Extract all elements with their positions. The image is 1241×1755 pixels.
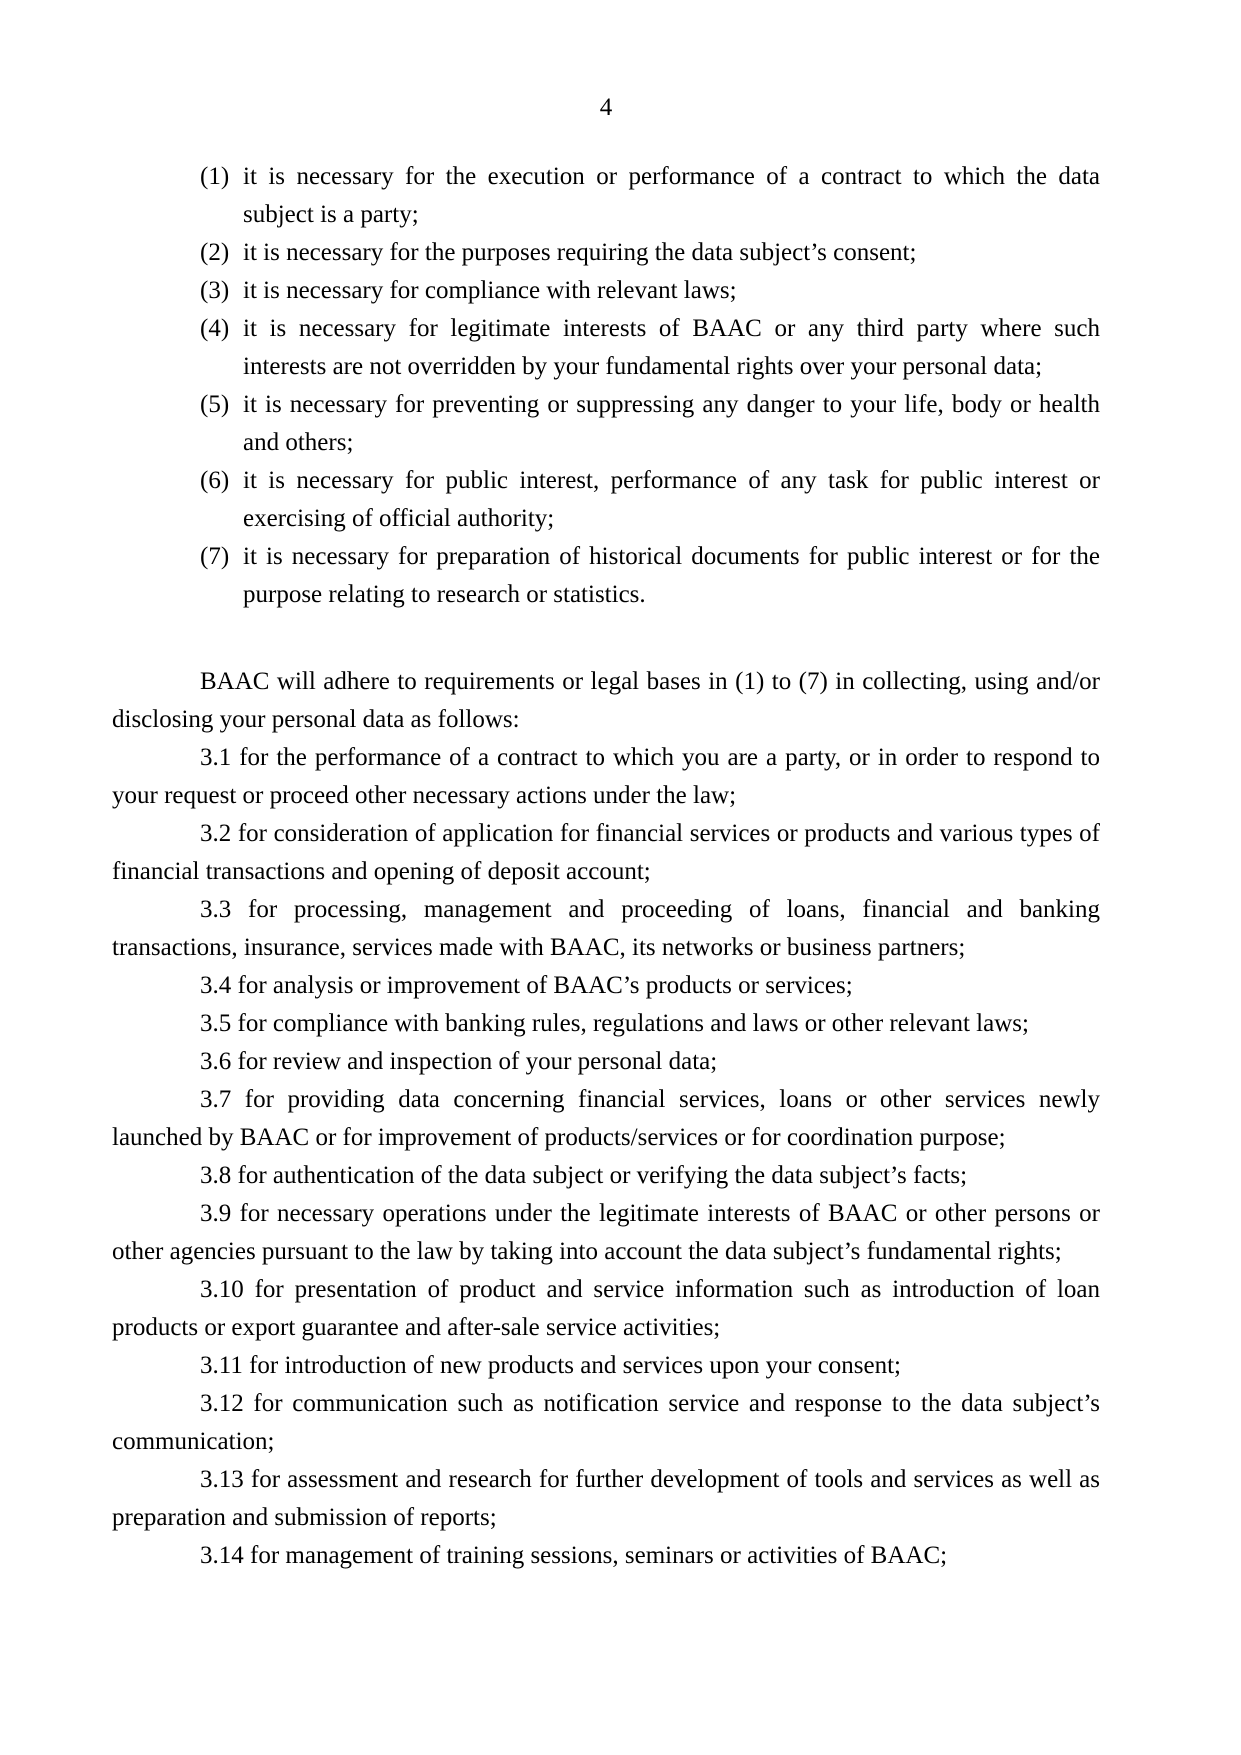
paragraph-3-7: 3.7 for providing data concerning financial services, loans or other services newly launched by BAAC or for improvement of products/services or for coordination purpose;	[112, 1086, 1100, 1151]
legal-basis-item-text: it is necessary for the execution or performance of a contract to which the data subject is a party;	[243, 163, 1100, 228]
paragraph-3-13: 3.13 for assessment and research for further development of tools and services as well as preparation and submission of reports;	[112, 1466, 1100, 1531]
legal-basis-item	[200, 310, 1100, 386]
paragraph-3-6: 3.6 for review and inspection of your personal data;	[200, 1048, 718, 1075]
legal-basis-item-text: it is necessary for public interest, performance of any task for public interest or exercising of official authority;	[243, 467, 1100, 532]
paragraph-intro: BAAC will adhere to requirements or legal bases in (1) to (7) in collecting, using and/or disclosing your personal data as follows:	[112, 668, 1100, 733]
legal-basis-item-number: (4)	[200, 315, 230, 342]
legal-basis-item-text: it is necessary for the purposes requiring the data subject’s consent;	[243, 239, 917, 266]
paragraph-3-10: 3.10 for presentation of product and service information such as introduction of loan products or export guarantee and after-sale service activities;	[112, 1276, 1100, 1341]
legal-basis-item-text: it is necessary for compliance with relevant laws;	[243, 277, 737, 304]
legal-basis-item-number: (3)	[200, 277, 230, 304]
legal-basis-item	[200, 538, 1100, 614]
legal-basis-item-number: (1)	[200, 163, 230, 190]
paragraph-3-8: 3.8 for authentication of the data subject or verifying the data subject’s facts;	[200, 1162, 968, 1189]
page-number: 4	[599, 94, 613, 121]
legal-basis-item-number: (2)	[200, 239, 230, 266]
legal-basis-item-number: (6)	[200, 467, 230, 494]
page-content	[112, 0, 1100, 1575]
legal-basis-item	[200, 386, 1100, 462]
paragraph-3-14: 3.14 for management of training sessions, seminars or activities of BAAC;	[200, 1542, 948, 1569]
legal-basis-item-number: (5)	[200, 391, 230, 418]
paragraph-3-11: 3.11 for introduction of new products and services upon your consent;	[200, 1352, 902, 1379]
legal-basis-list	[112, 158, 1100, 614]
legal-basis-item-number: (7)	[200, 543, 230, 570]
legal-basis-item-text: it is necessary for preparation of historical documents for public interest or for the purpose relating to research or statistics.	[243, 543, 1100, 608]
paragraph-3-9: 3.9 for necessary operations under the legitimate interests of BAAC or other persons or other agencies pursuant to the law by taking into account the data subject’s fundamental rights;	[112, 1200, 1100, 1265]
paragraph-3-5: 3.5 for compliance with banking rules, regulations and laws or other relevant laws;	[200, 1010, 1029, 1037]
legal-basis-item	[200, 462, 1100, 538]
paragraph-3-12: 3.12 for communication such as notification service and response to the data subject’s communication;	[112, 1390, 1100, 1455]
legal-basis-item-text: it is necessary for legitimate interests of BAAC or any third party where such interests are not overridden by your fundamental rights over your personal data;	[243, 315, 1100, 380]
legal-basis-item-text: it is necessary for preventing or suppressing any danger to your life, body or health and others;	[243, 391, 1100, 456]
paragraph-3-1: 3.1 for the performance of a contract to which you are a party, or in order to respond to your request or proceed other necessary actions under the law;	[112, 744, 1100, 809]
paragraph-3-4: 3.4 for analysis or improvement of BAAC’s products or services;	[200, 972, 853, 999]
paragraph-3-3: 3.3 for processing, management and proceeding of loans, financial and banking transactions, insurance, services made with BAAC, its networks or business partners;	[112, 896, 1100, 961]
paragraph-3-2: 3.2 for consideration of application for financial services or products and various types of financial transactions and opening of deposit account;	[112, 820, 1100, 885]
legal-basis-item	[200, 158, 1100, 234]
legal-basis-item	[200, 272, 1100, 310]
legal-basis-item	[200, 234, 1100, 272]
